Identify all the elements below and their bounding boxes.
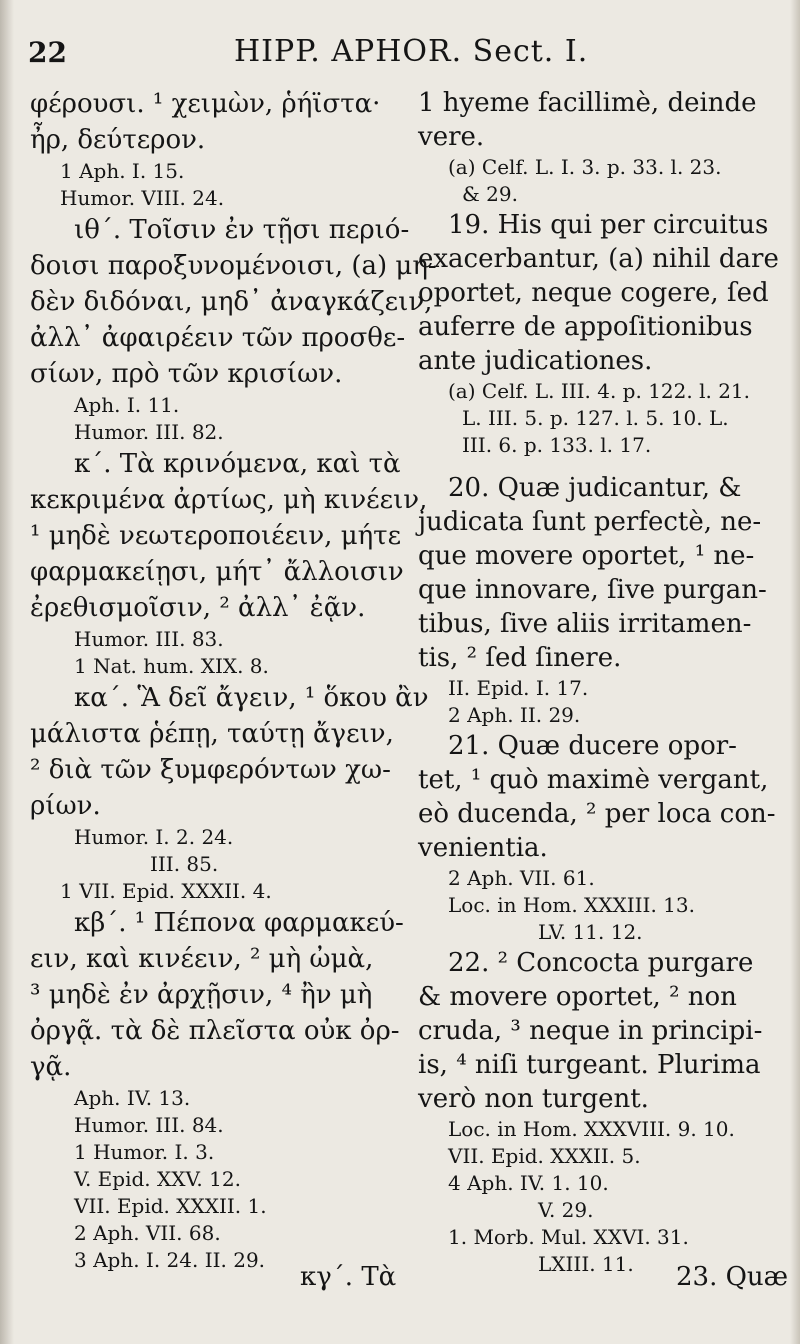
greek-text-line: ² διὰ τῶν ξυμφερόντων χω-	[30, 755, 391, 785]
greek-text-line: III. 85.	[150, 852, 219, 876]
greek-text-line: Aph. IV. 13.	[74, 1086, 191, 1110]
latin-text-line: & 29.	[462, 182, 518, 206]
latin-text-line: 21. Quæ ducere opor-	[448, 731, 737, 761]
greek-text-line: ἐρεθισμοῖσιν, ² ἀλλ᾽ ἐᾷν.	[30, 593, 366, 623]
greek-text-line: φέρουσι. ¹ χειμὼν, ῥήϊστα·	[30, 89, 381, 119]
greek-text-line: Humor. VIII. 24.	[60, 186, 225, 210]
latin-text-line: 2 Aph. VII. 61.	[448, 866, 595, 890]
greek-text-line: σίων, πρὸ τῶν κρισίων.	[30, 359, 343, 389]
greek-text-line: 1 Aph. I. 15.	[60, 159, 185, 183]
latin-text-line: Loc. in Hom. XXXVIII. 9. 10.	[448, 1117, 735, 1141]
greek-text-line: Aph. I. 11.	[74, 393, 180, 417]
greek-text-line: ¹ μηδὲ νεωτεροποιέειν, μήτε	[30, 521, 402, 551]
latin-text-line	[418, 459, 772, 471]
latin-text-line: LXIII. 11.	[538, 1252, 634, 1276]
latin-text-line: tet, ¹ quò maximè vergant,	[418, 765, 769, 795]
greek-text-line: Humor. I. 2. 24.	[74, 825, 234, 849]
latin-text-line: oportet, neque cogere, ſed	[418, 278, 769, 308]
greek-text-line: δὲν διδόναι, μηδ᾽ ἀναγκάζειν,	[30, 287, 433, 317]
greek-text-line: V. Epid. XXV. 12.	[74, 1167, 241, 1191]
greek-text-line: 2 Aph. VII. 68.	[74, 1221, 221, 1245]
greek-text-line: δοισι παροξυνομένοισι, (a) μη-	[30, 251, 437, 281]
greek-text-line: ρίων.	[30, 791, 101, 821]
greek-text-line: 1 Nat. hum. XIX. 8.	[74, 654, 269, 678]
latin-text-line: is, ⁴ niſi turgeant. Plurima	[418, 1050, 761, 1080]
latin-text-line: Loc. in Hom. XXXIII. 13.	[448, 893, 695, 917]
greek-text-line: κεκριμένα ἀρτίως, μὴ κινέειν,	[30, 485, 428, 515]
page-edge	[790, 0, 800, 1344]
latin-text-line: (a) Celf. L. I. 3. p. 33. l. 23.	[448, 155, 722, 179]
latin-text-line: 4 Aph. IV. 1. 10.	[448, 1171, 609, 1195]
greek-text-line: φαρμακείῃσι, μήτ᾽ ἄλλοισιν	[30, 557, 404, 587]
latin-text-line: 19. His qui per circuitus	[448, 210, 769, 240]
latin-text-line: venientia.	[418, 833, 548, 863]
greek-text-line: VII. Epid. XXXII. 1.	[74, 1194, 267, 1218]
latin-text-line: eò ducenda, ² per loca con-	[418, 799, 776, 829]
greek-text-column	[30, 86, 437, 1274]
greek-text-line: κβ΄. ¹ Πέπονα φαρμακεύ-	[74, 908, 404, 938]
greek-text-line: Humor. III. 83.	[74, 627, 224, 651]
greek-text-line: 3 Aph. I. 24. II. 29.	[74, 1248, 266, 1272]
greek-text-line: μάλιστα ῥέπῃ, ταύτῃ ἄγειν,	[30, 719, 394, 749]
greek-text-line: 1 Humor. I. 3.	[74, 1140, 215, 1164]
latin-text-line: 22. ² Concocta purgare	[448, 948, 754, 978]
greek-text-line: ειν, καὶ κινέειν, ² μὴ ὠμὰ,	[30, 944, 374, 974]
greek-text-line: Humor. III. 84.	[74, 1113, 224, 1137]
binding-gutter	[0, 0, 14, 1344]
latin-text-line: 2 Aph. II. 29.	[448, 703, 581, 727]
latin-text-column	[418, 86, 779, 1278]
latin-text-line: (a) Celf. L. III. 4. p. 122. l. 21.	[448, 379, 751, 403]
catchword-greek: κγ΄. Τὰ	[300, 1262, 397, 1292]
latin-text-line: exacerbantur, (a) nihil dare	[418, 244, 779, 274]
latin-text-line: verò non turgent.	[418, 1084, 649, 1114]
latin-text-line: que movere oportet, ¹ ne-	[418, 541, 755, 571]
greek-text-line: ιθ΄. Τοῖσιν ἐν τῇσι περιό-	[74, 215, 410, 245]
latin-text-line: vere.	[418, 122, 485, 152]
running-title: HIPP. APHOR. Sect. I.	[234, 34, 589, 69]
latin-text-line: tis, ² ſed ſinere.	[418, 643, 622, 673]
latin-text-line: judicata ſunt perfectè, ne-	[418, 507, 762, 537]
greek-text-line: ἦρ, δεύτερον.	[30, 125, 206, 155]
latin-text-line: L. III. 5. p. 127. l. 5. 10. L.	[462, 406, 729, 430]
latin-text-line: ante judicationes.	[418, 346, 653, 376]
catchword-latin: 23. Quæ	[676, 1262, 789, 1292]
latin-text-line: V. 29.	[538, 1198, 594, 1222]
greek-text-line: Humor. III. 82.	[74, 420, 224, 444]
greek-text-line: ὀργᾷ. τὰ δὲ πλεῖστα οὐκ ὀρ-	[30, 1016, 400, 1046]
page-header	[28, 28, 760, 72]
latin-text-line: LV. 11. 12.	[538, 920, 643, 944]
latin-text-line: 20. Quæ judicantur, &	[448, 473, 742, 503]
greek-text-line: γᾷ.	[30, 1052, 72, 1082]
greek-text-line: κ΄. Τὰ κρινόμενα, καὶ τὰ	[74, 449, 401, 479]
latin-text-line: tibus, ſive aliis irritamen-	[418, 609, 752, 639]
latin-text-line: cruda, ³ neque in principi-	[418, 1016, 763, 1046]
greek-text-line: 1 VII. Epid. XXXII. 4.	[60, 879, 272, 903]
page-number: 22	[28, 36, 67, 69]
greek-text-line: κα΄. Ἃ δεῖ ἄγειν, ¹ ὅκου ἂν	[74, 683, 429, 713]
latin-text-line: II. Epid. I. 17.	[448, 676, 589, 700]
greek-text-line: ³ μηδὲ ἐν ἀρχῇσιν, ⁴ ἢν μὴ	[30, 980, 373, 1010]
latin-text-line: auferre de appoſitionibus	[418, 312, 753, 342]
latin-text-line: que innovare, ſive purgan-	[418, 575, 767, 605]
greek-text-line: ἀλλ᾽ ἀφαιρέειν τῶν προσθε-	[30, 323, 406, 353]
latin-text-line: & movere oportet, ² non	[418, 982, 737, 1012]
latin-text-line: III. 6. p. 133. l. 17.	[462, 433, 652, 457]
latin-text-line: 1. Morb. Mul. XXVI. 31.	[448, 1225, 689, 1249]
latin-text-line: VII. Epid. XXXII. 5.	[448, 1144, 641, 1168]
latin-text-line: 1 hyeme facillimè, deinde	[418, 88, 757, 118]
